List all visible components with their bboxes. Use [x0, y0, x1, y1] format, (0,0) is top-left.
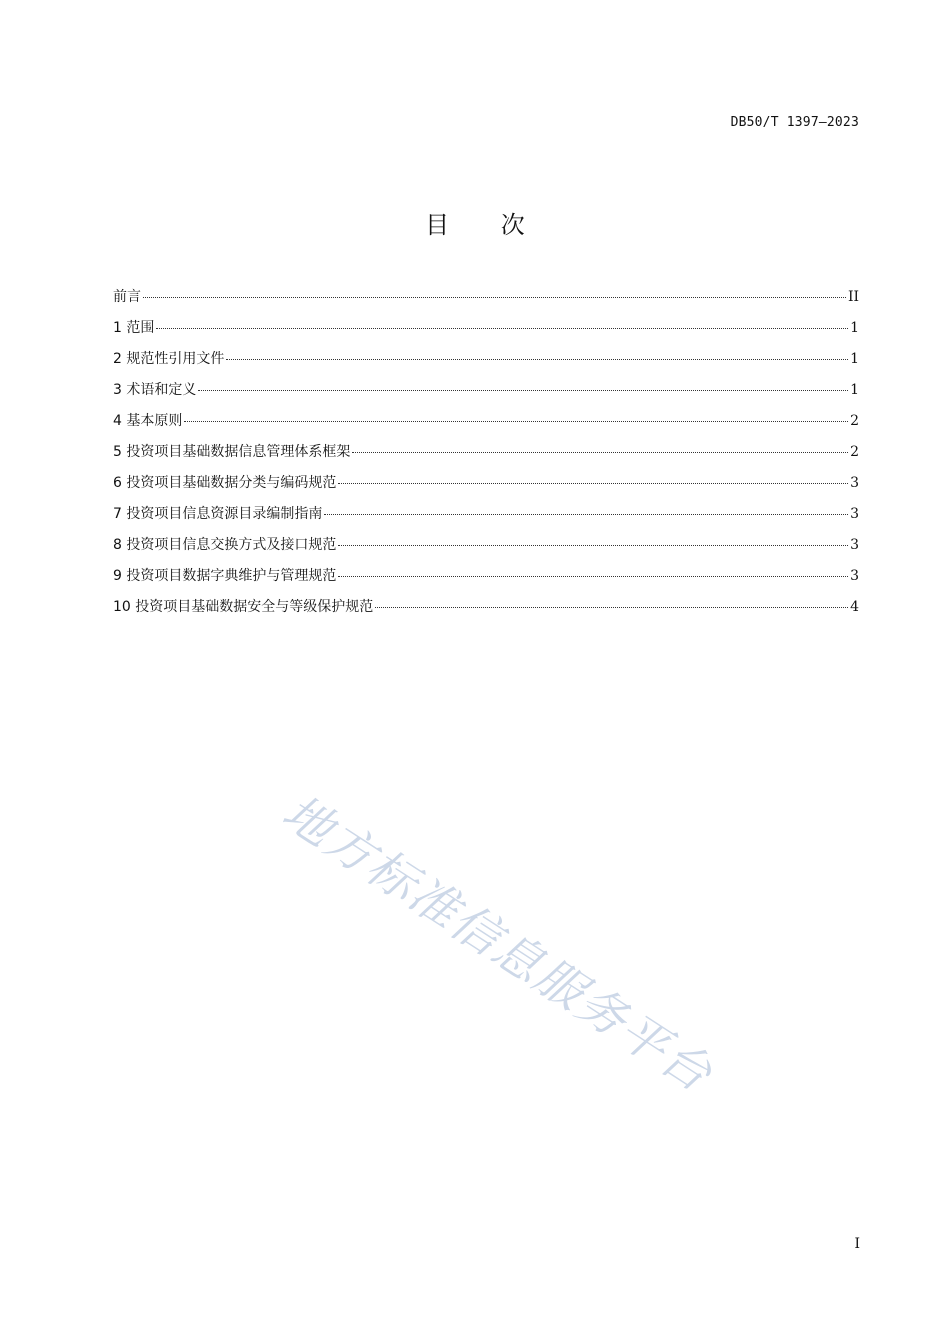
- toc-dot-leader: [352, 452, 848, 453]
- toc-entry-label: 9 投资项目数据字典维护与管理规范: [113, 568, 337, 584]
- toc-entry-page: 2: [850, 444, 859, 460]
- toc-dot-leader: [156, 328, 848, 329]
- toc-entry-page: 2: [850, 413, 859, 429]
- toc-entry[interactable]: [113, 472, 859, 503]
- toc-entry[interactable]: [113, 348, 859, 379]
- page-title: 目 次: [425, 211, 547, 239]
- toc-dot-leader: [375, 607, 848, 608]
- toc-entry[interactable]: [113, 410, 859, 441]
- toc-entry-page: 3: [850, 537, 859, 553]
- toc-dot-leader: [226, 359, 848, 360]
- toc-entry-page: 1: [850, 351, 859, 367]
- toc-entry-label: 前言: [113, 289, 141, 305]
- page-number: I: [854, 1236, 860, 1252]
- toc-dot-leader: [338, 545, 848, 546]
- toc-entry[interactable]: [113, 534, 859, 565]
- toc-entry[interactable]: [113, 596, 859, 627]
- toc-entry-page: 1: [850, 382, 859, 398]
- toc-entry-page: 1: [850, 320, 859, 336]
- toc-dot-leader: [198, 390, 848, 391]
- toc-entry-page: 4: [850, 599, 859, 615]
- toc-dot-leader: [338, 483, 848, 484]
- toc-dot-leader: [143, 297, 846, 298]
- toc-entry[interactable]: [113, 503, 859, 534]
- toc-entry-label: 4 基本原则: [113, 413, 183, 429]
- toc-entry-label: 2 规范性引用文件: [113, 351, 225, 367]
- toc-dot-leader: [324, 514, 848, 515]
- toc-dot-leader: [184, 421, 848, 422]
- toc-entry[interactable]: [113, 286, 859, 317]
- toc-entry-page: II: [847, 289, 859, 305]
- toc-entry[interactable]: [113, 317, 859, 348]
- toc-entry-label: 1 范围: [113, 320, 155, 336]
- table-of-contents: [113, 286, 859, 627]
- toc-entry-page: 3: [850, 506, 859, 522]
- toc-entry-label: 3 术语和定义: [113, 382, 197, 398]
- toc-entry[interactable]: [113, 565, 859, 596]
- toc-entry-page: 3: [850, 475, 859, 491]
- toc-entry-label: 6 投资项目基础数据分类与编码规范: [113, 475, 337, 491]
- toc-entry-label: 10 投资项目基础数据安全与等级保护规范: [113, 599, 374, 615]
- toc-entry-page: 3: [850, 568, 859, 584]
- toc-entry-label: 7 投资项目信息资源目录编制指南: [113, 506, 323, 522]
- toc-entry[interactable]: [113, 379, 859, 410]
- document-code: DB50/T 1397—2023: [730, 115, 859, 130]
- watermark: 地方标准信息服务平台: [272, 784, 723, 1104]
- toc-dot-leader: [338, 576, 848, 577]
- toc-entry-label: 5 投资项目基础数据信息管理体系框架: [113, 444, 351, 460]
- toc-entry-label: 8 投资项目信息交换方式及接口规范: [113, 537, 337, 553]
- toc-entry[interactable]: [113, 441, 859, 472]
